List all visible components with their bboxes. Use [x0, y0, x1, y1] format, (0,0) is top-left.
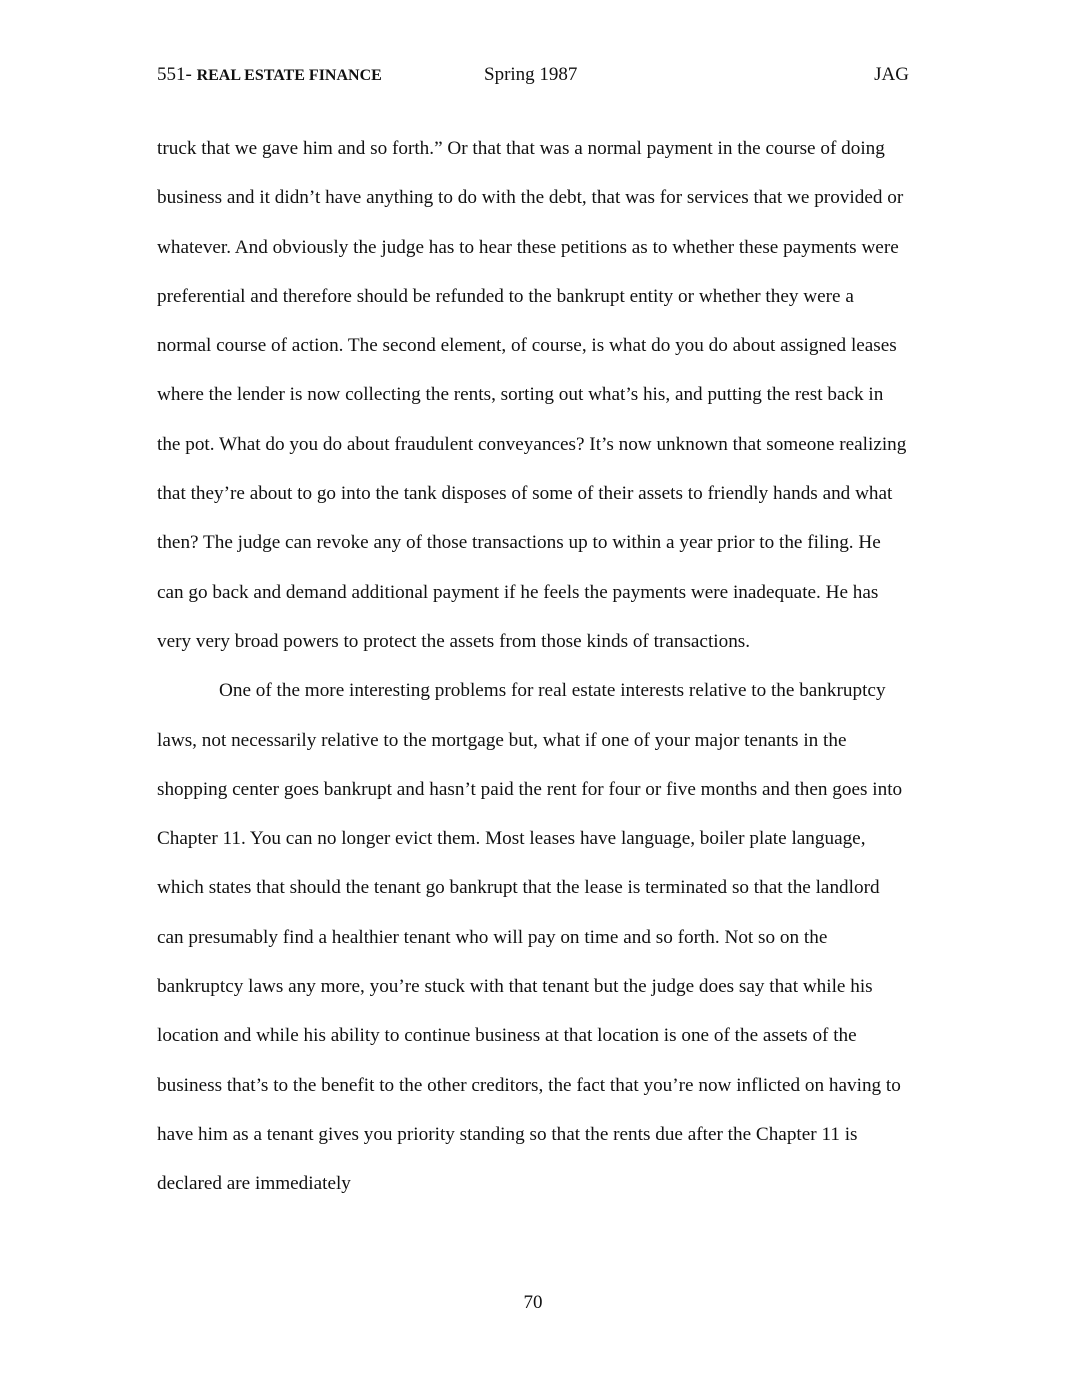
author-initials: JAG: [874, 64, 909, 85]
paragraph: One of the more interesting problems for real estate interests relative to the bankruptcy laws, not necessarily relative to the mortgage but, what if one of your major tenants in the shopping center goes bankrupt and hasn’t paid the rent for four or five months and then goes into Chapter 11. You can no longer evict them. Most leases have language, boiler plate language, which states that should the tenant go bankrupt that the lease is terminated so that the landlord can presumably find a healthier tenant who will pay on time and so forth. Not so on the bankruptcy laws any more, you’re stuck with that tenant but the judge does say that while his location and while his ability to continue business at that location is one of the assets of the business that’s to the benefit to the other creditors, the fact that you’re now inflicted on having to have him as a tenant gives you priority standing so that the rents due after the Chapter 11 is declared are immediately: [157, 680, 903, 1195]
course-number: 551-: [157, 64, 197, 85]
term-label: Spring 1987: [484, 64, 578, 85]
page-header: [157, 64, 909, 90]
body-text: [157, 124, 909, 1209]
page-number: 70: [523, 1292, 543, 1313]
course-title: REAL ESTATE FINANCE: [196, 67, 382, 84]
paragraph: truck that we gave him and so forth.” Or that that was a normal payment in the course of doing business and it didn’t have anything to do with the debt, that was for services that we provided or whatever. And obviously the judge has to hear these petitions as to whether these payments were preferential and therefore should be refunded to the bankrupt entity or whether they were a normal course of action. The second element, of course, is what do you do about assigned leases where the lender is now collecting the rents, sorting out what’s his, and putting the rest back in the pot. What do you do about fraudulent conveyances? It’s now unknown that someone realizing that they’re about to go into the tank disposes of some of their assets to friendly hands and what then? The judge can revoke any of those transactions up to within a year prior to the filing. He can go back and demand additional payment if he feels the payments were inadequate. He has very very broad powers to protect the assets from those kinds of transactions.: [157, 138, 907, 652]
course-label: [157, 64, 382, 86]
